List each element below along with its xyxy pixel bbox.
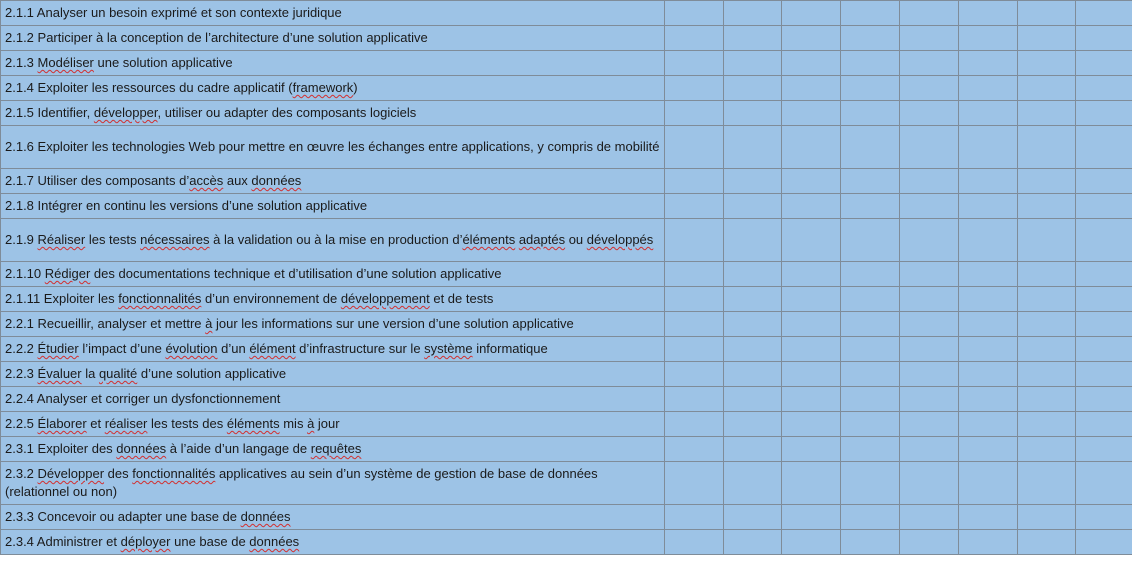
competency-text: 2.2.4 Analyser et corriger un dysfonctionnement: [5, 391, 281, 406]
rating-cell[interactable]: [1076, 101, 1132, 126]
rating-cell[interactable]: [1076, 387, 1132, 412]
competency-text: 2.2.2: [5, 341, 38, 356]
table-row: [1, 362, 1132, 387]
rating-cell[interactable]: [959, 387, 1018, 412]
rating-cell[interactable]: [1076, 530, 1132, 555]
rating-cell[interactable]: [665, 101, 724, 126]
spellcheck-flagged-word: nécessaires: [140, 232, 210, 247]
spellcheck-flagged-word: déployer: [120, 534, 171, 549]
competency-text: une base de: [170, 534, 250, 549]
competency-text: , utiliser ou adapter des composants logiciels: [157, 105, 417, 120]
rating-cell[interactable]: [782, 76, 841, 101]
competency-text: à la validation ou à la mise en production d’: [209, 232, 463, 247]
rating-cell[interactable]: [959, 337, 1018, 362]
rating-cell[interactable]: [841, 169, 900, 194]
competency-text: et: [86, 416, 105, 431]
rating-cell[interactable]: [782, 169, 841, 194]
spellcheck-flagged-word: données: [240, 509, 291, 524]
rating-cell[interactable]: [959, 505, 1018, 530]
rating-cell[interactable]: [782, 337, 841, 362]
rating-cell[interactable]: [841, 287, 900, 312]
rating-cell[interactable]: [665, 169, 724, 194]
rating-cell[interactable]: [1076, 1, 1132, 26]
competency-label-cell[interactable]: [1, 462, 665, 505]
rating-cell[interactable]: [841, 194, 900, 219]
table-row: [1, 51, 1132, 76]
rating-cell[interactable]: [900, 126, 959, 169]
spellcheck-flagged-word: Développer: [37, 466, 105, 481]
rating-cell[interactable]: [900, 530, 959, 555]
rating-cell[interactable]: [1076, 362, 1132, 387]
spellcheck-flagged-word: données: [116, 441, 167, 456]
rating-cell[interactable]: [900, 262, 959, 287]
rating-cell[interactable]: [724, 262, 782, 287]
rating-cell[interactable]: [1018, 437, 1076, 462]
rating-cell[interactable]: [665, 126, 724, 169]
rating-cell[interactable]: [724, 412, 782, 437]
spellcheck-flagged-word: évolution: [165, 341, 218, 356]
rating-cell[interactable]: [665, 76, 724, 101]
spellcheck-flagged-word: développer: [93, 105, 158, 120]
table-row: [1, 219, 1132, 262]
rating-cell[interactable]: [665, 219, 724, 262]
competency-text: aux: [223, 173, 252, 188]
rating-cell[interactable]: [1018, 194, 1076, 219]
competency-text: d’un: [217, 341, 250, 356]
rating-cell[interactable]: [900, 101, 959, 126]
rating-cell[interactable]: [959, 530, 1018, 555]
competency-text: 2.2.5: [5, 416, 38, 431]
rating-cell[interactable]: [1076, 126, 1132, 169]
rating-cell[interactable]: [900, 169, 959, 194]
rating-cell[interactable]: [841, 530, 900, 555]
competency-text: une solution applicative: [93, 55, 233, 70]
competency-label-cell[interactable]: [1, 262, 665, 287]
competency-text: ): [353, 80, 358, 95]
rating-cell[interactable]: [900, 412, 959, 437]
rating-cell[interactable]: [782, 1, 841, 26]
rating-cell[interactable]: [959, 169, 1018, 194]
rating-cell[interactable]: [724, 362, 782, 387]
table-row: [1, 169, 1132, 194]
rating-cell[interactable]: [959, 194, 1018, 219]
competency-text: 2.1.6 Exploiter les technologies Web pour mettre en œuvre les échanges entre applications, y compris de mobilité: [5, 139, 660, 154]
rating-cell[interactable]: [782, 462, 841, 505]
competency-label-cell[interactable]: [1, 412, 665, 437]
rating-cell[interactable]: [1076, 287, 1132, 312]
rating-cell[interactable]: [665, 287, 724, 312]
rating-cell[interactable]: [900, 462, 959, 505]
rating-cell[interactable]: [665, 51, 724, 76]
spellcheck-flagged-word: Réaliser: [37, 232, 86, 247]
rating-cell[interactable]: [724, 194, 782, 219]
rating-cell[interactable]: [1076, 26, 1132, 51]
rating-cell[interactable]: [782, 51, 841, 76]
rating-cell[interactable]: [1076, 76, 1132, 101]
rating-cell[interactable]: [959, 219, 1018, 262]
competency-label-cell[interactable]: [1, 126, 665, 169]
rating-cell[interactable]: [1018, 530, 1076, 555]
competency-text: les tests des: [147, 416, 227, 431]
spellcheck-flagged-word: Rédiger: [44, 266, 91, 281]
rating-cell[interactable]: [665, 362, 724, 387]
rating-cell[interactable]: [724, 219, 782, 262]
spellcheck-flagged-word: éléments: [226, 416, 280, 431]
rating-cell[interactable]: [959, 1, 1018, 26]
competency-text: 2.1.2 Participer à la conception de l’architecture d’une solution applicative: [5, 30, 428, 45]
rating-cell[interactable]: [900, 362, 959, 387]
rating-cell[interactable]: [959, 287, 1018, 312]
competency-text: 2.1.4 Exploiter les ressources du cadre applicatif (: [5, 80, 293, 95]
competency-text: 2.1.5 Identifier,: [5, 105, 94, 120]
rating-cell[interactable]: [665, 530, 724, 555]
rating-cell[interactable]: [665, 262, 724, 287]
rating-cell[interactable]: [1018, 76, 1076, 101]
rating-cell[interactable]: [665, 387, 724, 412]
spellcheck-flagged-word: développement: [340, 291, 430, 306]
rating-cell[interactable]: [841, 126, 900, 169]
rating-cell[interactable]: [959, 26, 1018, 51]
rating-cell[interactable]: [1018, 505, 1076, 530]
spellcheck-flagged-word: système: [424, 341, 473, 356]
spellcheck-flagged-word: données: [249, 534, 300, 549]
competency-text: et de tests: [429, 291, 494, 306]
rating-cell[interactable]: [724, 101, 782, 126]
competency-text: 2.3.1 Exploiter des: [5, 441, 117, 456]
rating-cell[interactable]: [1076, 262, 1132, 287]
rating-cell[interactable]: [900, 337, 959, 362]
spellcheck-flagged-word: développés: [586, 232, 654, 247]
rating-cell[interactable]: [782, 101, 841, 126]
table-row: [1, 337, 1132, 362]
spellcheck-flagged-word: à: [205, 316, 213, 331]
competency-label-cell[interactable]: [1, 437, 665, 462]
rating-cell[interactable]: [841, 437, 900, 462]
rating-cell[interactable]: [782, 505, 841, 530]
rating-cell[interactable]: [959, 262, 1018, 287]
competency-text: les tests: [85, 232, 141, 247]
rating-cell[interactable]: [782, 26, 841, 51]
rating-cell[interactable]: [841, 387, 900, 412]
rating-cell[interactable]: [841, 26, 900, 51]
spellcheck-flagged-word: fonctionnalités: [132, 466, 216, 481]
rating-cell[interactable]: [1076, 462, 1132, 505]
spellcheck-flagged-word: Évaluer: [37, 366, 82, 381]
competency-text: 2.1.9: [5, 232, 38, 247]
competency-text: l’impact d’une: [78, 341, 166, 356]
rating-cell[interactable]: [1076, 219, 1132, 262]
competency-label-cell[interactable]: [1, 1, 665, 26]
rating-cell[interactable]: [1076, 337, 1132, 362]
rating-cell[interactable]: [1018, 262, 1076, 287]
table-row: [1, 26, 1132, 51]
rating-cell[interactable]: [1018, 412, 1076, 437]
rating-cell[interactable]: [1018, 51, 1076, 76]
spellcheck-flagged-word: Modéliser: [37, 55, 94, 70]
competency-label-cell[interactable]: [1, 219, 665, 262]
rating-cell[interactable]: [782, 437, 841, 462]
competency-text: 2.1.1 Analyser un besoin exprimé et son contexte juridique: [5, 5, 342, 20]
competency-label-cell[interactable]: [1, 505, 665, 530]
rating-cell[interactable]: [724, 169, 782, 194]
table-row: [1, 101, 1132, 126]
competency-text: la: [81, 366, 99, 381]
table-row: [1, 1, 1132, 26]
competency-text: 2.1.11 Exploiter les: [5, 291, 119, 306]
competency-text: des documentations technique et d’utilisation d’une solution applicative: [90, 266, 502, 281]
rating-cell[interactable]: [1076, 412, 1132, 437]
rating-cell[interactable]: [1018, 287, 1076, 312]
rating-cell[interactable]: [782, 362, 841, 387]
rating-cell[interactable]: [841, 337, 900, 362]
rating-cell[interactable]: [841, 505, 900, 530]
table-row: [1, 194, 1132, 219]
rating-cell[interactable]: [1018, 387, 1076, 412]
rating-cell[interactable]: [782, 387, 841, 412]
rating-cell[interactable]: [782, 312, 841, 337]
competency-text: 2.3.4 Administrer et: [5, 534, 121, 549]
competency-label-cell[interactable]: [1, 530, 665, 555]
rating-cell[interactable]: [1018, 312, 1076, 337]
rating-cell[interactable]: [782, 530, 841, 555]
rating-cell[interactable]: [1018, 462, 1076, 505]
rating-cell[interactable]: [665, 312, 724, 337]
competency-label-cell[interactable]: [1, 387, 665, 412]
rating-cell[interactable]: [900, 287, 959, 312]
rating-cell[interactable]: [959, 101, 1018, 126]
rating-cell[interactable]: [841, 51, 900, 76]
rating-cell[interactable]: [959, 462, 1018, 505]
rating-cell[interactable]: [724, 26, 782, 51]
competency-text: 2.1.8 Intégrer en continu les versions d’une solution applicative: [5, 198, 368, 213]
spellcheck-flagged-word: réaliser: [104, 416, 148, 431]
rating-cell[interactable]: [724, 287, 782, 312]
rating-cell[interactable]: [900, 51, 959, 76]
rating-cell[interactable]: [665, 505, 724, 530]
rating-cell[interactable]: [724, 126, 782, 169]
table-row: [1, 505, 1132, 530]
competency-label-cell[interactable]: [1, 169, 665, 194]
rating-cell[interactable]: [1018, 101, 1076, 126]
rating-cell[interactable]: [665, 412, 724, 437]
rating-cell[interactable]: [782, 219, 841, 262]
rating-cell[interactable]: [724, 387, 782, 412]
rating-cell[interactable]: [1076, 312, 1132, 337]
spellcheck-flagged-word: à: [307, 416, 315, 431]
rating-cell[interactable]: [841, 412, 900, 437]
rating-cell[interactable]: [900, 76, 959, 101]
competency-rows: [1, 1, 1132, 555]
rating-cell[interactable]: [782, 412, 841, 437]
competency-text: 2.2.1 Recueillir, analyser et mettre: [5, 316, 206, 331]
spellcheck-flagged-word: qualité: [98, 366, 138, 381]
competency-text: d’une solution applicative: [137, 366, 287, 381]
competency-label-cell[interactable]: [1, 26, 665, 51]
competency-text: applicatives au sein d’un système de gestion de base de données (relationnel ou non): [5, 466, 598, 499]
rating-cell[interactable]: [1018, 219, 1076, 262]
competency-text: jour les informations sur une version d’une solution applicative: [212, 316, 574, 331]
competency-text: mis: [279, 416, 308, 431]
rating-cell[interactable]: [841, 362, 900, 387]
rating-cell[interactable]: [724, 76, 782, 101]
competency-text: à l’aide d’un langage de: [166, 441, 311, 456]
rating-cell[interactable]: [900, 312, 959, 337]
rating-cell[interactable]: [1018, 1, 1076, 26]
spellcheck-flagged-word: élément: [249, 341, 296, 356]
competency-text: ou: [565, 232, 587, 247]
competency-label-cell[interactable]: [1, 194, 665, 219]
table-row: [1, 126, 1132, 169]
rating-cell[interactable]: [1076, 505, 1132, 530]
rating-cell[interactable]: [841, 312, 900, 337]
rating-cell[interactable]: [900, 1, 959, 26]
rating-cell[interactable]: [959, 362, 1018, 387]
rating-cell[interactable]: [665, 337, 724, 362]
spellcheck-flagged-word: Étudier: [37, 341, 79, 356]
competency-label-cell[interactable]: [1, 362, 665, 387]
table-row: [1, 287, 1132, 312]
rating-cell[interactable]: [724, 337, 782, 362]
rating-cell[interactable]: [665, 437, 724, 462]
competency-label-cell[interactable]: [1, 337, 665, 362]
table-row: [1, 387, 1132, 412]
rating-cell[interactable]: [665, 1, 724, 26]
rating-cell[interactable]: [900, 26, 959, 51]
competency-text: des: [104, 466, 133, 481]
rating-cell[interactable]: [665, 26, 724, 51]
table-row: [1, 437, 1132, 462]
rating-cell[interactable]: [959, 312, 1018, 337]
spellcheck-flagged-word: éléments: [462, 232, 516, 247]
competency-text: 2.2.3: [5, 366, 38, 381]
rating-cell[interactable]: [665, 194, 724, 219]
rating-cell[interactable]: [1018, 337, 1076, 362]
rating-cell[interactable]: [782, 262, 841, 287]
table-row: [1, 530, 1132, 555]
table-row: [1, 76, 1132, 101]
rating-cell[interactable]: [841, 462, 900, 505]
spellcheck-flagged-word: adaptés: [518, 232, 566, 247]
competency-text: 2.3.2: [5, 466, 38, 481]
competency-text: jour: [314, 416, 340, 431]
rating-cell[interactable]: [724, 530, 782, 555]
competency-text: 2.1.10: [5, 266, 45, 281]
spellcheck-flagged-word: accès: [189, 173, 224, 188]
rating-cell[interactable]: [1076, 194, 1132, 219]
competency-label-cell[interactable]: [1, 287, 665, 312]
spellcheck-flagged-word: requêtes: [310, 441, 362, 456]
table-row: [1, 462, 1132, 505]
rating-cell[interactable]: [1018, 169, 1076, 194]
rating-cell[interactable]: [782, 126, 841, 169]
rating-cell[interactable]: [724, 505, 782, 530]
rating-cell[interactable]: [782, 194, 841, 219]
rating-cell[interactable]: [900, 194, 959, 219]
rating-cell[interactable]: [782, 287, 841, 312]
rating-cell[interactable]: [841, 101, 900, 126]
competency-text: 2.1.7 Utiliser des composants d’: [5, 173, 190, 188]
spellcheck-flagged-word: fonctionnalités: [118, 291, 202, 306]
table-row: [1, 262, 1132, 287]
rating-cell[interactable]: [900, 505, 959, 530]
rating-cell[interactable]: [959, 412, 1018, 437]
competency-text: d’un environnement de: [201, 291, 341, 306]
rating-cell[interactable]: [1076, 437, 1132, 462]
spellcheck-flagged-word: données: [251, 173, 302, 188]
rating-cell[interactable]: [900, 437, 959, 462]
competency-label-cell[interactable]: [1, 51, 665, 76]
rating-cell[interactable]: [841, 76, 900, 101]
competency-label-cell[interactable]: [1, 101, 665, 126]
rating-cell[interactable]: [959, 76, 1018, 101]
rating-cell[interactable]: [900, 387, 959, 412]
rating-cell[interactable]: [900, 219, 959, 262]
spellcheck-flagged-word: Élaborer: [37, 416, 87, 431]
rating-cell[interactable]: [1018, 26, 1076, 51]
rating-cell[interactable]: [724, 462, 782, 505]
rating-cell[interactable]: [724, 437, 782, 462]
rating-cell[interactable]: [1018, 362, 1076, 387]
table-row: [1, 412, 1132, 437]
competency-text: informatique: [472, 341, 548, 356]
rating-cell[interactable]: [724, 312, 782, 337]
competency-text: 2.1.3: [5, 55, 38, 70]
rating-cell[interactable]: [841, 219, 900, 262]
rating-cell[interactable]: [959, 51, 1018, 76]
rating-cell[interactable]: [959, 126, 1018, 169]
rating-cell[interactable]: [724, 51, 782, 76]
spellcheck-flagged-word: framework: [292, 80, 354, 95]
table-row: [1, 312, 1132, 337]
rating-cell[interactable]: [959, 437, 1018, 462]
rating-cell[interactable]: [665, 462, 724, 505]
competency-label-cell[interactable]: [1, 76, 665, 101]
rating-cell[interactable]: [724, 1, 782, 26]
competency-text: d’infrastructure sur le: [295, 341, 425, 356]
competency-label-cell[interactable]: [1, 312, 665, 337]
rating-cell[interactable]: [1076, 51, 1132, 76]
competency-text: 2.3.3 Concevoir ou adapter une base de: [5, 509, 241, 524]
rating-cell[interactable]: [1018, 126, 1076, 169]
rating-cell[interactable]: [841, 1, 900, 26]
rating-cell[interactable]: [1076, 169, 1132, 194]
rating-cell[interactable]: [841, 262, 900, 287]
